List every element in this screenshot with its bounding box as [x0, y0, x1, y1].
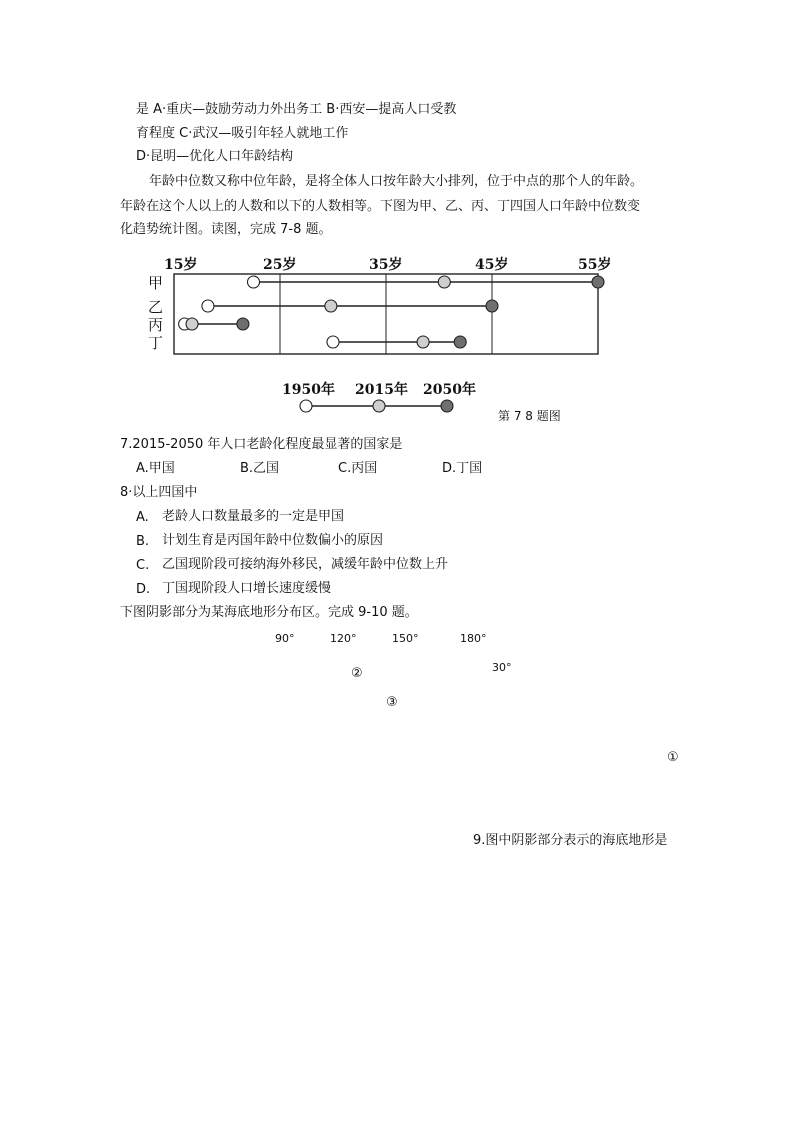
q8-option-a: 老龄人口数量最多的一定是甲国: [162, 509, 345, 524]
x-tick-label: 45岁: [475, 257, 509, 273]
x-tick-label: 15岁: [164, 257, 198, 273]
x-tick-label: 25岁: [263, 257, 297, 273]
q8-stem: 8·以上四国中: [120, 485, 198, 500]
q8-option-d: 丁国现阶段人口增长速度缓慢: [162, 581, 332, 596]
prev-question-line1: 是 A·重庆—鼓励劳动力外出务工 B·西安—提高人口受教: [136, 102, 457, 117]
map-lon-180: 180°: [460, 632, 487, 645]
legend-marker: [373, 400, 385, 412]
q7-option-b: B.乙国: [240, 461, 280, 476]
data-point: [248, 276, 260, 288]
legend-marker: [441, 400, 453, 412]
category-label: 乙: [148, 298, 164, 316]
prev-question-line2: 育程度 C·武汉—吸引年轻人就地工作: [136, 126, 349, 141]
data-point: [202, 300, 214, 312]
data-point: [327, 336, 339, 348]
legend-label: 2050年: [423, 382, 476, 398]
q8-option-d-key: D.: [136, 582, 151, 597]
map-lon-150: 150°: [392, 632, 419, 645]
map-lon-90: 90°: [275, 632, 295, 645]
q9-stem: 9.图中阴影部分表示的海底地形是: [473, 833, 668, 848]
legend-label: 1950年: [282, 382, 335, 398]
chart-legend: [270, 380, 480, 420]
intro-line1: 年龄中位数又称中位年龄，是将全体人口按年龄大小排列，位于中点的那个人的年龄。: [149, 174, 644, 189]
q8-option-a-key: A.: [136, 510, 149, 525]
x-tick-label: 35岁: [369, 257, 403, 273]
q7-option-a: A.甲国: [136, 461, 175, 476]
data-point: [454, 336, 466, 348]
figure-caption: 第 7 8 题图: [498, 409, 561, 423]
data-point: [486, 300, 498, 312]
q8-option-c-key: C.: [136, 558, 150, 573]
map-lon-120: 120°: [330, 632, 357, 645]
category-label: 丁: [148, 334, 164, 352]
map-lat-30: 30°: [492, 661, 512, 674]
q7-stem: 7.2015-2050 年人口老龄化程度最显著的国家是: [120, 437, 403, 452]
median-age-chart: [140, 252, 620, 362]
q8-option-c: 乙国现阶段可接纳海外移民，减缓年龄中位数上升: [162, 557, 449, 572]
q8-option-b-key: B.: [136, 534, 150, 549]
data-point: [237, 318, 249, 330]
data-point: [592, 276, 604, 288]
map-marker-2: ②: [351, 666, 363, 681]
data-point: [186, 318, 198, 330]
map-marker-1: ①: [667, 750, 679, 765]
category-label: 丙: [148, 316, 164, 334]
data-point: [325, 300, 337, 312]
legend-marker: [300, 400, 312, 412]
q7-option-c: C.丙国: [338, 461, 378, 476]
data-point: [438, 276, 450, 288]
map-intro: 下图阴影部分为某海底地形分布区。完成 9-10 题。: [120, 605, 418, 620]
intro-line2: 年龄在这个人以上的人数和以下的人数相等。下图为甲、乙、丙、丁四国人口年龄中位数变: [120, 199, 641, 214]
q8-option-b: 计划生育是丙国年龄中位数偏小的原因: [162, 533, 384, 548]
prev-question-line3: D·昆明—优化人口年龄结构: [136, 149, 294, 164]
intro-line3: 化趋势统计图。读图，完成 7-8 题。: [120, 222, 332, 237]
q7-option-d: D.丁国: [442, 461, 483, 476]
x-tick-label: 55岁: [578, 257, 612, 273]
category-label: 甲: [148, 274, 164, 292]
map-marker-3: ③: [386, 695, 398, 710]
legend-label: 2015年: [355, 382, 408, 398]
data-point: [417, 336, 429, 348]
